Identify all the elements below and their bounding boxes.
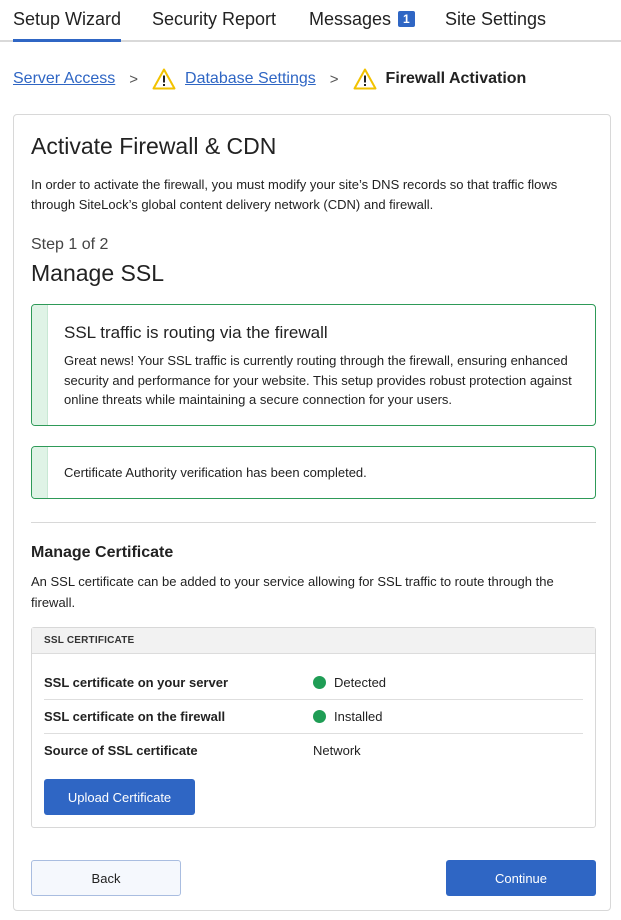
- tab-setup-wizard[interactable]: Setup Wizard: [13, 9, 121, 42]
- firewall-card: [13, 114, 611, 911]
- breadcrumb-firewall-activation: Firewall Activation: [385, 70, 527, 87]
- tab-security-report[interactable]: Security Report: [152, 9, 277, 29]
- step-indicator: Step 1 of 2: [31, 236, 109, 253]
- status-text: Network: [313, 743, 361, 758]
- manage-certificate-title: Manage Certificate: [31, 544, 174, 561]
- row-label: SSL certificate on the firewall: [44, 709, 226, 724]
- ssl-table-header: SSL CERTIFICATE: [32, 628, 595, 654]
- divider: [31, 522, 596, 523]
- breadcrumb: [13, 66, 526, 92]
- row-value: [313, 675, 386, 690]
- status-dot-icon: [313, 676, 326, 689]
- back-button[interactable]: Back: [31, 860, 181, 896]
- page-title: Activate Firewall & CDN: [31, 133, 277, 159]
- manage-certificate-description: An SSL certificate can be added to your service allowing for SSL traffic to route through the firewall.: [31, 574, 554, 610]
- breadcrumb-separator: >: [129, 70, 139, 88]
- row-label: Source of SSL certificate: [44, 743, 198, 758]
- tab-messages[interactable]: [309, 9, 415, 42]
- tab-site-settings[interactable]: Site Settings: [445, 9, 547, 29]
- continue-button[interactable]: Continue: [446, 860, 596, 896]
- upload-certificate-button[interactable]: Upload Certificate: [44, 779, 195, 815]
- table-row: [44, 666, 583, 700]
- row-value: [313, 709, 382, 724]
- main-tabs: [0, 0, 621, 42]
- ssl-certificate-panel: [31, 627, 596, 828]
- breadcrumb-separator: >: [329, 70, 339, 88]
- table-row: [44, 734, 583, 768]
- status-text: Installed: [334, 709, 383, 724]
- alert-body: Great news! Your SSL traffic is currently routing through the firewall, ensuring enhanced security and performance for your website. This setup provides robust protection against online threats while maintaining a secure connection for your users.: [64, 353, 572, 407]
- alert-text: Certificate Authority verification has been completed.: [64, 465, 367, 480]
- alert-title: SSL traffic is routing via the firewall: [64, 323, 328, 342]
- section-title: Manage SSL: [31, 260, 164, 286]
- status-dot-icon: [313, 710, 326, 723]
- warning-icon: [152, 68, 176, 90]
- messages-count-badge: 1: [398, 11, 415, 27]
- table-row: [44, 700, 583, 734]
- breadcrumb-database-settings[interactable]: Database Settings: [185, 70, 316, 87]
- warning-icon: [353, 68, 377, 90]
- verification-alert: [31, 446, 596, 499]
- row-value: [313, 743, 361, 758]
- intro-text: In order to activate the firewall, you must modify your site’s DNS records so that traffic flows through SiteLock’s global content delivery network (CDN) and firewall.: [31, 177, 558, 212]
- ssl-routing-alert: [31, 304, 596, 426]
- breadcrumb-server-access[interactable]: Server Access: [13, 70, 116, 87]
- tab-messages-label: Messages: [309, 9, 392, 29]
- row-label: SSL certificate on your server: [44, 675, 229, 690]
- status-text: Detected: [334, 675, 387, 690]
